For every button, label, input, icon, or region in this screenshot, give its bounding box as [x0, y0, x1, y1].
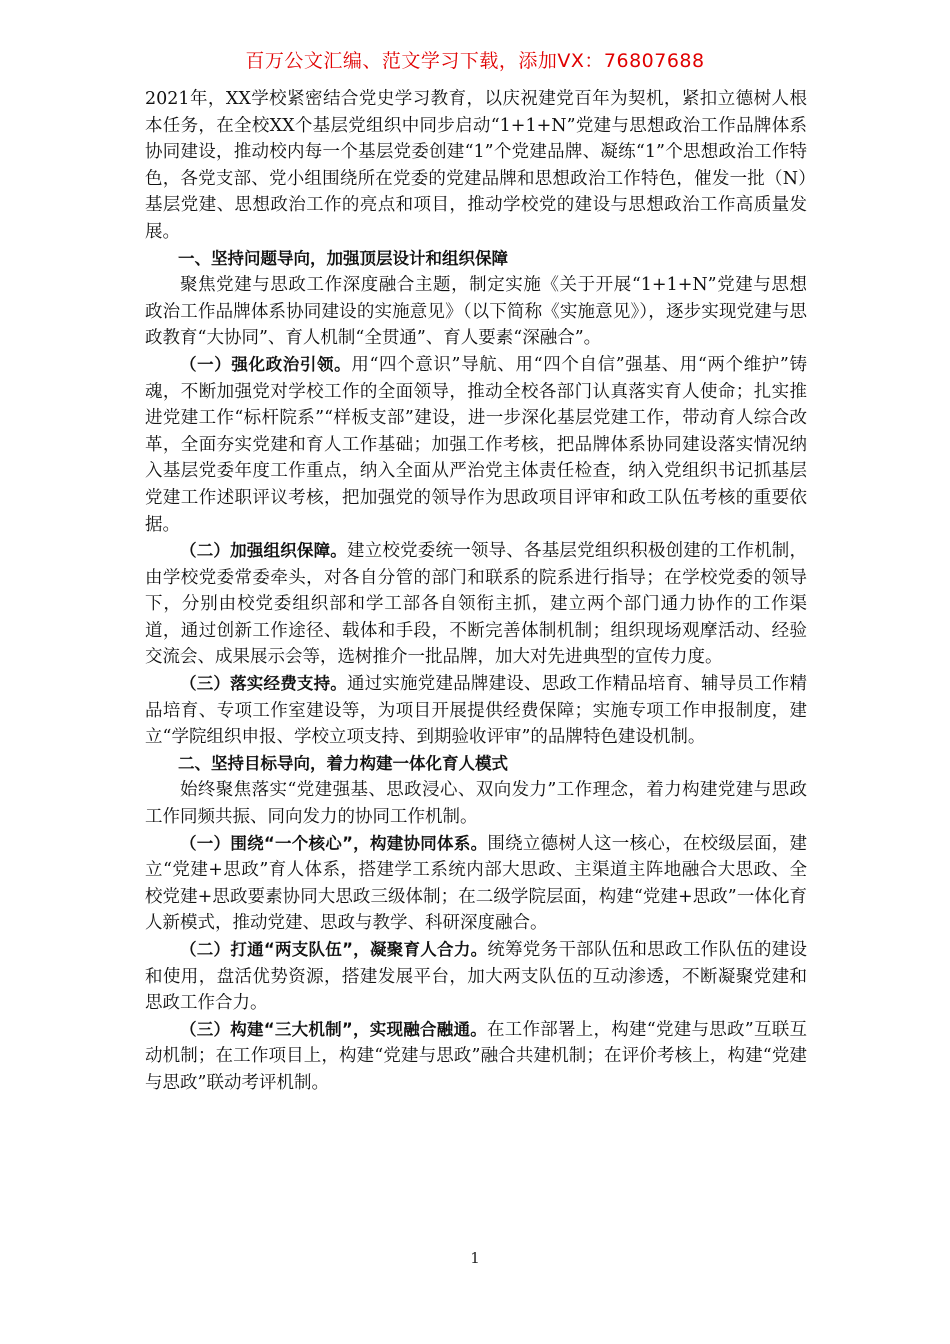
section-2-item-1: [145, 831, 807, 937]
page-number: 1: [470, 1249, 480, 1267]
item-body: 在工作部署上，构建“党建与思政”互联互动机制；在工作项目上，构建“党建与思政”融合共建机制；在评价考核上，构建“党建与思政”联动考评机制。: [145, 1019, 807, 1093]
item-lead: （二）打通“两支队伍”，凝聚育人合力。: [180, 940, 488, 959]
item-lead: （一）强化政治引领。: [180, 354, 352, 374]
watermark-header: 百万公文汇编、范文学习下载，添加VX：76807688: [245, 50, 705, 72]
item-lead: （一）围绕“一个核心”，构建协同体系。: [180, 833, 488, 853]
item-lead: （三）构建“三大机制”，实现融合融通。: [180, 1019, 488, 1039]
item-body: 通过实施党建品牌建设、思政工作精品培育、辅导员工作精品培育、专项工作室建设等，为项目开展提供经费保障；实施专项工作申报制度，建立“学院组织申报、学校立项支持、到期验收评审”的品牌特色建设机制。: [145, 674, 807, 748]
section-1-item-2: [145, 538, 807, 671]
section-1-item-3: [145, 671, 807, 751]
item-body: 建立校党委统一领导、各基层党组织积极创建的工作机制，由学校党委常委牵头，对各自分管的部门和联系的院系进行指导；在学校党委的领导下，分别由校党委组织部和学工部各自领衔主抓，建立两个部门通力协作的工作渠道，通过创新工作途径、载体和手段，不断完善体制机制；组织现场观摩活动、经验交流会、成果展示会等，选树推介一批品牌，加大对先进典型的宣传力度。: [145, 541, 807, 668]
section-1-intro: 聚焦党建与思政工作深度融合主题，制定实施《关于开展“1+1+N”党建与思想政治工作品牌体系协同建设的实施意见》（以下简称《实施意见》），逐步实现党建与思政教育“大协同”、育人机制“全贯通”、育人要素“深融合”。: [145, 275, 807, 349]
intro-paragraph: 2021年，XX学校紧密结合党史学习教育，以庆祝建党百年为契机，紧扣立德树人根本任务，在全校XX个基层党组织中同步启动“1+1+N”党建与思想政治工作品牌体系协同建设，推动校内每一个基层党委创建“1”个党建品牌、凝练“1”个思想政治工作特色，各党支部、党小组围绕所在党委的党建品牌和思想政治工作特色，催发一批（N）基层党建、思想政治工作的亮点和项目，推动学校党的建设与思想政治工作高质量发展。: [145, 89, 807, 242]
item-body: 统筹党务干部队伍和思政工作队伍的建设和使用，盘活优势资源，搭建发展平台，加大两支队伍的互动渗透，不断凝聚党建和思政工作合力。: [145, 940, 807, 1014]
section-2-intro: 始终聚焦落实“党建强基、思政浸心、双向发力”工作理念，着力构建党建与思政工作同频共振、同向发力的协同工作机制。: [145, 780, 807, 828]
section-2-heading: 二、坚持目标导向，着力构建一体化育人模式: [178, 753, 508, 773]
section-1-heading: 一、坚持问题导向，加强顶层设计和组织保障: [178, 248, 508, 268]
document-body: [145, 86, 807, 1097]
section-2-item-2: [145, 937, 807, 1017]
item-body: 围绕立德树人这一核心，在校级层面，建立“党建+思政”育人体系，搭建学工系统内部大思政、主渠道主阵地融合大思政、全校党建+思政要素协同大思政三级体制；在二级学院层面，构建“党建+思政”一体化育人新模式，推动党建、思政与教学、科研深度融合。: [145, 833, 807, 934]
section-2-item-3: [145, 1017, 807, 1097]
item-lead: （三）落实经费支持。: [180, 674, 347, 694]
item-lead: （二）加强组织保障。: [180, 541, 347, 561]
item-body: 用“四个意识”导航、用“四个自信”强基、用“两个维护”铸魂，不断加强党对学校工作的全面领导，推动全校各部门认真落实育人使命；扎实推进党建工作“标杆院系”“样板支部”建设，进一步深化基层党建工作，带动育人综合改革，全面夯实党建和育人工作基础；加强工作考核，把品牌体系协同建设落实情况纳入基层党委年度工作重点，纳入全面从严治党主体责任检查，纳入党组织书记抓基层党建工作述职评议考核，把加强党的领导作为思政项目评审和政工队伍考核的重要依据。: [145, 354, 808, 535]
section-1-item-1: [145, 352, 807, 538]
